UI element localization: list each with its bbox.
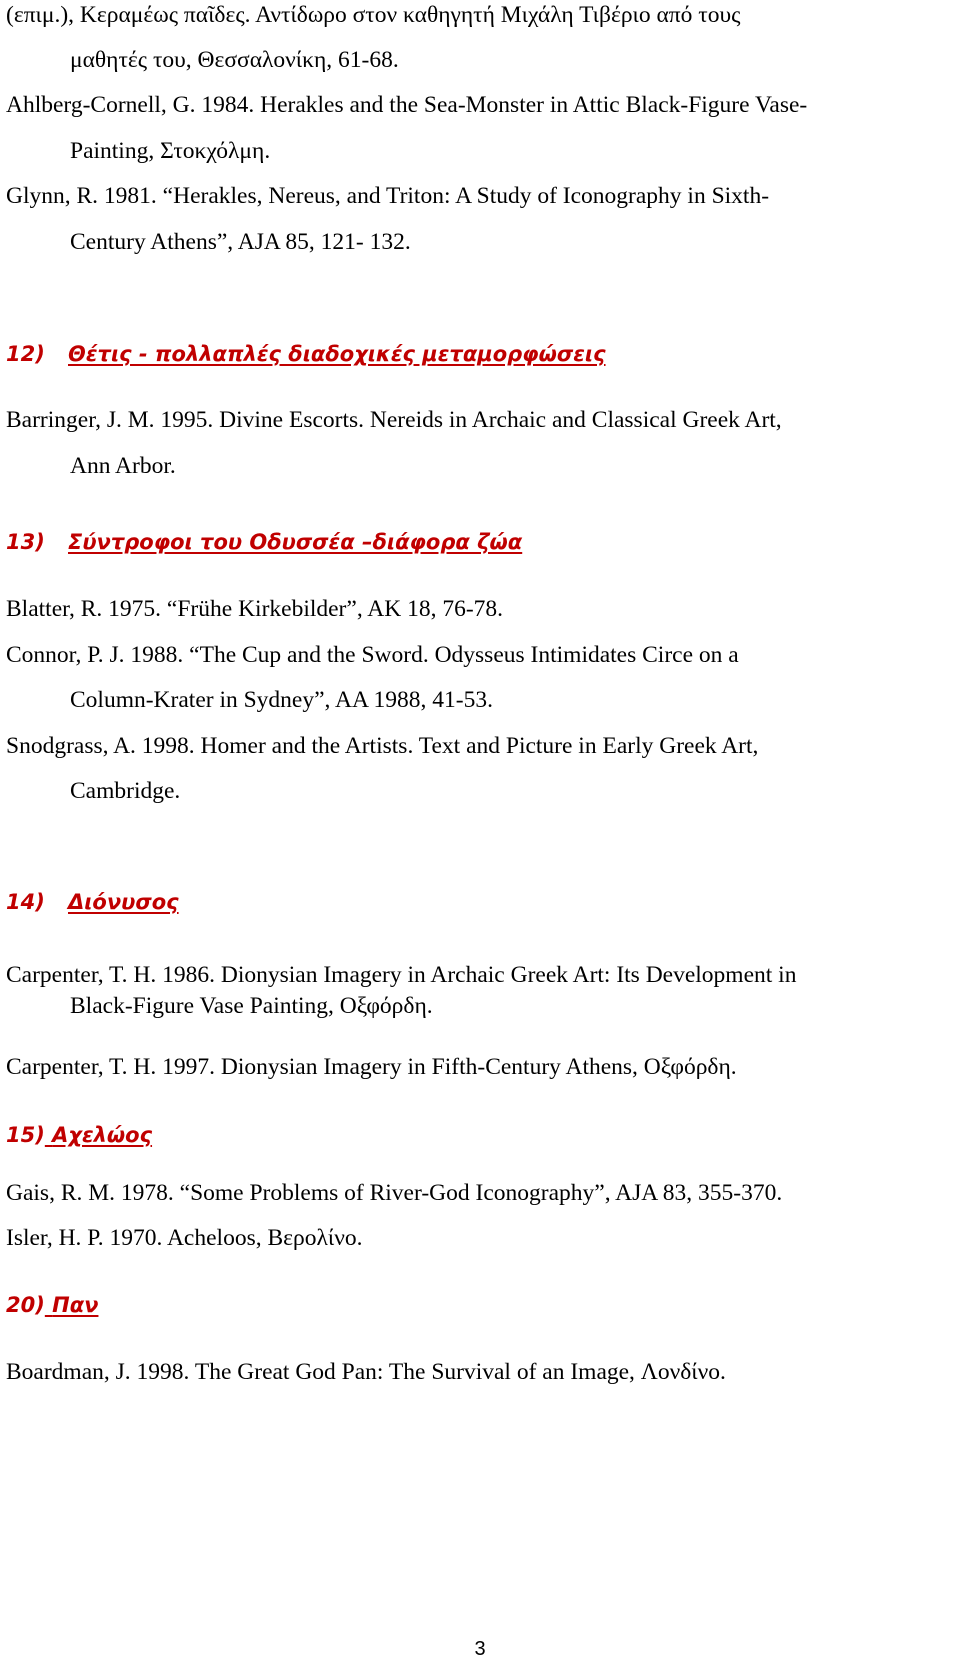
section-number: 14) bbox=[6, 890, 45, 914]
ref-continuation-line-1: (επιμ.), Κεραμέως παῖδες. Αντίδωρο στον καθηγητή Μιχάλη Τιβέριο από τους bbox=[6, 2, 741, 28]
ref-boardman: Boardman, J. 1998. The Great God Pan: The Survival of an Image, Λονδίνο. bbox=[6, 1359, 726, 1385]
section-heading-12 bbox=[6, 340, 606, 368]
ref-carpenter-1986-line-1: Carpenter, T. H. 1986. Dionysian Imagery in Archaic Greek Art: Its Development in bbox=[6, 962, 797, 988]
ref-ahlberg-line-1: Ahlberg-Cornell, G. 1984. Herakles and the Sea-Monster in Attic Black-Figure Vase- bbox=[6, 92, 808, 118]
section-title: Θέτις - πολλαπλές διαδοχικές μεταμορφώσεις bbox=[68, 342, 606, 366]
ref-connor-line-1: Connor, P. J. 1988. “The Cup and the Sword. Odysseus Intimidates Circe on a bbox=[6, 642, 739, 668]
ref-snodgrass-line-2: Cambridge. bbox=[70, 778, 181, 804]
ref-continuation-line-2: μαθητές του, Θεσσαλονίκη, 61-68. bbox=[70, 47, 399, 73]
section-heading-13 bbox=[6, 528, 522, 556]
section-title: Αχελώος bbox=[52, 1123, 153, 1147]
section-heading-15 bbox=[6, 1121, 152, 1149]
ref-gais: Gais, R. M. 1978. “Some Problems of River-God Iconography”, AJA 83, 355-370. bbox=[6, 1180, 783, 1206]
section-number: 13) bbox=[6, 530, 45, 554]
section-title: Διόνυσος bbox=[68, 890, 179, 914]
section-title: Παν bbox=[52, 1293, 99, 1317]
ref-ahlberg-line-2: Painting, Στοκχόλμη. bbox=[70, 138, 271, 164]
ref-barringer-line-2: Ann Arbor. bbox=[70, 453, 176, 479]
ref-barringer-line-1: Barringer, J. M. 1995. Divine Escorts. Nereids in Archaic and Classical Greek Art, bbox=[6, 407, 782, 433]
section-title: Σύντροφοι του Οδυσσέα –διάφορα ζώα bbox=[68, 530, 523, 554]
section-heading-14 bbox=[6, 888, 179, 916]
ref-blatter: Blatter, R. 1975. “Frühe Kirkebilder”, AK 18, 76-78. bbox=[6, 596, 504, 622]
page-number: 3 bbox=[474, 1638, 486, 1660]
section-heading-20 bbox=[6, 1291, 98, 1319]
ref-carpenter-1986-line-2: Black-Figure Vase Painting, Οξφόρδη. bbox=[70, 993, 433, 1019]
ref-glynn-line-2: Century Athens”, AJA 85, 121- 132. bbox=[70, 229, 411, 255]
ref-isler: Isler, H. P. 1970. Acheloos, Βερολίνο. bbox=[6, 1225, 363, 1251]
ref-connor-line-2: Column-Krater in Sydney”, AA 1988, 41-53. bbox=[70, 687, 493, 713]
section-number: 20) bbox=[6, 1293, 45, 1317]
section-number: 15) bbox=[6, 1123, 45, 1147]
ref-glynn-line-1: Glynn, R. 1981. “Herakles, Nereus, and Triton: A Study of Iconography in Sixth- bbox=[6, 183, 770, 209]
section-number: 12) bbox=[6, 342, 45, 366]
ref-carpenter-1997: Carpenter, T. H. 1997. Dionysian Imagery in Fifth-Century Athens, Οξφόρδη. bbox=[6, 1054, 737, 1080]
ref-snodgrass-line-1: Snodgrass, A. 1998. Homer and the Artists. Text and Picture in Early Greek Art, bbox=[6, 733, 759, 759]
